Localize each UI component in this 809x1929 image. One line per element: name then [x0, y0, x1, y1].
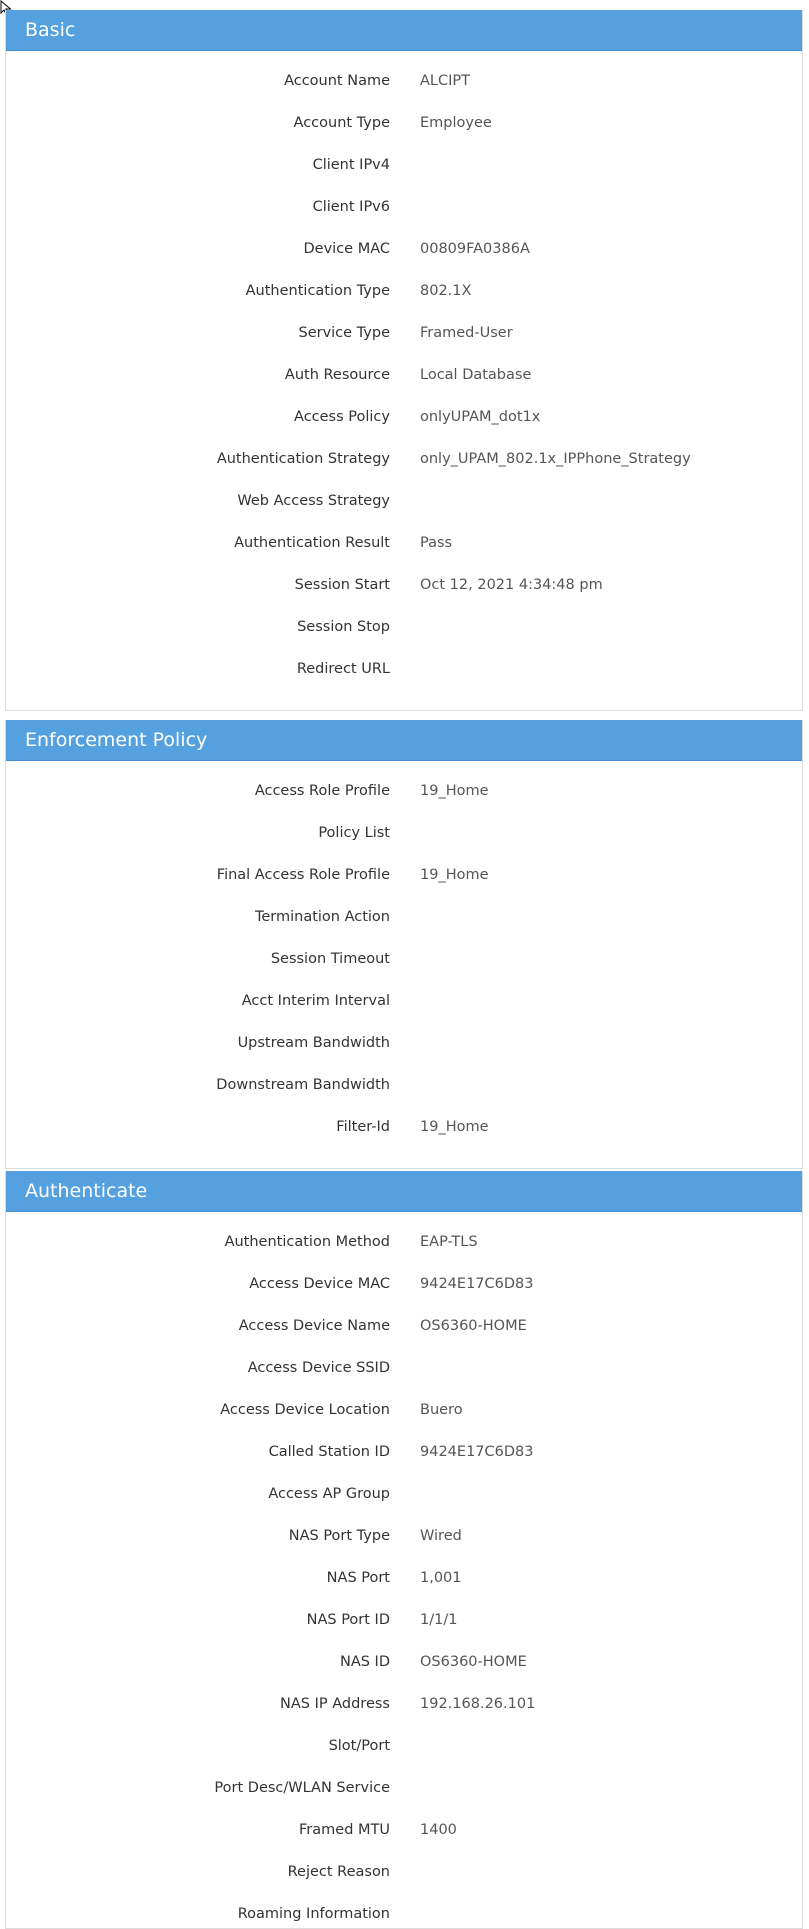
detail-row: [6, 1515, 802, 1557]
detail-value: Pass: [420, 535, 453, 551]
detail-row: [6, 438, 802, 480]
detail-value: EAP-TLS: [420, 1234, 478, 1250]
detail-row: [6, 1221, 802, 1263]
detail-row: [6, 1557, 802, 1599]
detail-value: OS6360-HOME: [420, 1318, 527, 1334]
detail-row: [6, 854, 802, 896]
authenticate-section: [5, 1171, 803, 1929]
enforcement-policy-section: [5, 720, 803, 1169]
authenticate-section-header: Authenticate: [6, 1171, 802, 1212]
detail-label: Framed MTU: [299, 1822, 390, 1838]
detail-value: 9424E17C6D83: [420, 1276, 534, 1292]
detail-row: [6, 228, 802, 270]
basic-section-header: Basic: [6, 10, 802, 51]
detail-label: Session Stop: [297, 619, 390, 635]
detail-row: [6, 938, 802, 980]
detail-row: [6, 1683, 802, 1725]
detail-label: Access Device SSID: [247, 1360, 390, 1376]
detail-row: [6, 1809, 802, 1851]
detail-row: [6, 1893, 802, 1929]
detail-row: [6, 1473, 802, 1515]
detail-row: [6, 60, 802, 102]
detail-row: [6, 1725, 802, 1767]
detail-label: Authentication Strategy: [216, 451, 390, 467]
detail-row: [6, 1599, 802, 1641]
detail-label: Final Access Role Profile: [216, 867, 390, 883]
detail-row: [6, 186, 802, 228]
detail-value: only_UPAM_802.1x_IPPhone_Strategy: [420, 451, 691, 467]
detail-label: Service Type: [298, 325, 390, 341]
detail-value: Framed-User: [420, 325, 513, 341]
detail-row: [6, 1851, 802, 1893]
detail-row: [6, 270, 802, 312]
detail-label: Access Device MAC: [249, 1276, 390, 1292]
detail-value: Oct 12, 2021 4:34:48 pm: [420, 577, 603, 593]
detail-value: 1400: [420, 1822, 457, 1838]
detail-label: Filter-Id: [336, 1119, 390, 1135]
detail-row: [6, 1064, 802, 1106]
detail-value: ALCIPT: [420, 73, 470, 89]
detail-label: Termination Action: [254, 909, 390, 925]
detail-label: Policy List: [318, 825, 390, 841]
detail-label: Acct Interim Interval: [241, 993, 390, 1009]
detail-row: [6, 1305, 802, 1347]
detail-label: Slot/Port: [328, 1738, 390, 1754]
detail-label: Authentication Type: [245, 283, 390, 299]
detail-row: [6, 480, 802, 522]
detail-row: [6, 896, 802, 938]
detail-value: Local Database: [420, 367, 532, 383]
detail-row: [6, 1263, 802, 1305]
detail-value: 19_Home: [420, 783, 489, 799]
detail-value: OS6360-HOME: [420, 1654, 527, 1670]
detail-row: [6, 1347, 802, 1389]
detail-row: [6, 1106, 802, 1148]
detail-label: NAS Port ID: [306, 1612, 390, 1628]
detail-row: [6, 312, 802, 354]
detail-value: Wired: [420, 1528, 462, 1544]
detail-label: Client IPv6: [312, 199, 390, 215]
detail-label: NAS IP Address: [280, 1696, 390, 1712]
detail-label: Authentication Result: [234, 535, 390, 551]
detail-value: 192.168.26.101: [420, 1696, 536, 1712]
detail-row: [6, 522, 802, 564]
detail-label: Upstream Bandwidth: [237, 1035, 390, 1051]
detail-value: onlyUPAM_dot1x: [420, 409, 541, 425]
detail-row: [6, 1767, 802, 1809]
detail-value: 802.1X: [420, 283, 472, 299]
detail-label: Access Role Profile: [254, 783, 390, 799]
detail-row: [6, 812, 802, 854]
detail-row: [6, 1389, 802, 1431]
detail-value: Employee: [420, 115, 492, 131]
detail-row: [6, 1022, 802, 1064]
detail-value: 00809FA0386A: [420, 241, 530, 257]
detail-label: Web Access Strategy: [237, 493, 390, 509]
basic-section: [5, 10, 803, 711]
detail-row: [6, 770, 802, 812]
detail-value: 1/1/1: [420, 1612, 458, 1628]
detail-label: NAS ID: [339, 1654, 390, 1670]
detail-row: [6, 564, 802, 606]
detail-row: [6, 1641, 802, 1683]
detail-value: 1,001: [420, 1570, 462, 1586]
detail-label: Redirect URL: [296, 661, 390, 677]
detail-label: Access Device Name: [238, 1318, 390, 1334]
detail-label: Access AP Group: [268, 1486, 390, 1502]
detail-label: Session Start: [294, 577, 390, 593]
detail-label: Device MAC: [303, 241, 390, 257]
detail-value: 19_Home: [420, 867, 489, 883]
detail-label: Client IPv4: [312, 157, 390, 173]
detail-label: Downstream Bandwidth: [216, 1077, 390, 1093]
detail-label: NAS Port: [326, 1570, 390, 1586]
detail-value: 19_Home: [420, 1119, 489, 1135]
detail-label: Access Device Location: [220, 1402, 390, 1418]
detail-row: [6, 354, 802, 396]
detail-label: Called Station ID: [268, 1444, 390, 1460]
detail-label: Roaming Information: [237, 1906, 390, 1922]
detail-label: Reject Reason: [287, 1864, 390, 1880]
detail-label: Access Policy: [294, 409, 390, 425]
detail-row: [6, 1431, 802, 1473]
detail-label: Port Desc/WLAN Service: [214, 1780, 390, 1796]
detail-label: NAS Port Type: [288, 1528, 390, 1544]
detail-label: Authentication Method: [224, 1234, 390, 1250]
detail-label: Auth Resource: [284, 367, 390, 383]
detail-row: [6, 606, 802, 648]
detail-row: [6, 980, 802, 1022]
detail-value: 9424E17C6D83: [420, 1444, 534, 1460]
basic-rows: [6, 51, 802, 690]
detail-row: [6, 144, 802, 186]
enforcement-policy-section-header: Enforcement Policy: [6, 720, 802, 761]
detail-row: [6, 648, 802, 690]
detail-value: Buero: [420, 1402, 463, 1418]
detail-label: Session Timeout: [270, 951, 390, 967]
detail-row: [6, 102, 802, 144]
detail-label: Account Type: [293, 115, 390, 131]
detail-label: Account Name: [284, 73, 390, 89]
authenticate-rows: [6, 1212, 802, 1929]
enforcement-policy-rows: [6, 761, 802, 1148]
detail-row: [6, 396, 802, 438]
